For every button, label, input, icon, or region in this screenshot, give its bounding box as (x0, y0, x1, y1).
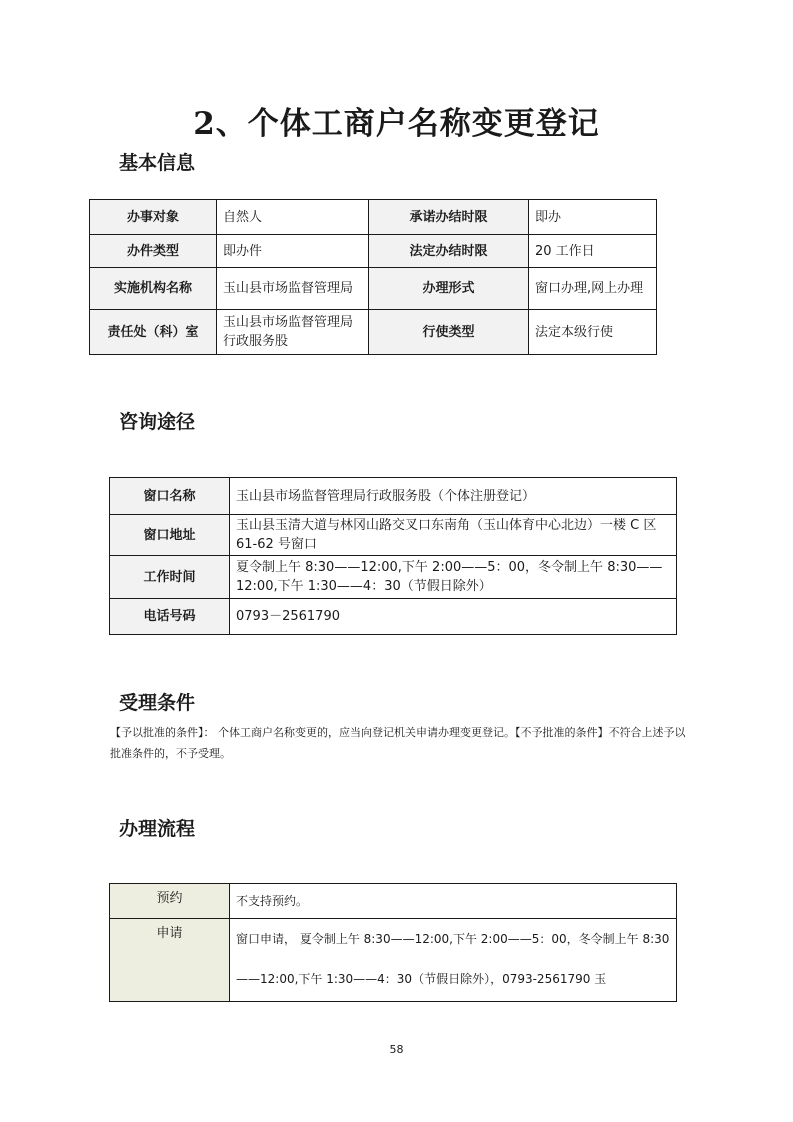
value-cell: 20 工作日 (529, 235, 657, 268)
label-cell: 法定办结时限 (369, 235, 529, 268)
table-row (90, 235, 657, 268)
acceptance-conditions-text: 【予以批准的条件】： 个体工商户名称变更的，应当向登记机关申请办理变更登记。【不予批准的条件】不符合上述予以批准条件的，不予受理。 (110, 726, 686, 760)
value-cell: 法定本级行使 (529, 310, 657, 355)
table-row (110, 919, 677, 1002)
process-table (109, 883, 677, 1002)
section-heading-consult: 咨询途径 (119, 411, 196, 433)
page-number: 58 (389, 1043, 404, 1056)
label-cell: 责任处（科）室 (90, 310, 217, 355)
table-row (90, 310, 657, 355)
section-heading-basic-info: 基本信息 (119, 152, 196, 174)
label-cell: 预约 (110, 884, 230, 919)
table-row (110, 556, 677, 599)
basic-info-table (89, 199, 657, 355)
label-cell: 承诺办结时限 (369, 200, 529, 235)
label-cell: 行使类型 (369, 310, 529, 355)
value-cell: 玉山县市场监督管理局行政服务股 (217, 310, 369, 355)
label-cell: 窗口名称 (110, 478, 230, 515)
page-title: 2、个体工商户名称变更登记 (193, 106, 600, 142)
value-cell: 窗口办理,网上办理 (529, 268, 657, 310)
section-heading-process: 办理流程 (119, 818, 196, 840)
value-cell: 窗口申请， 夏令制上午 8:30——12:00,下午 2:00——5：00，冬令制上午 8:30——12:00,下午 1:30——4：30（节假日除外），0793-2561790 玉 (230, 919, 677, 1002)
value-cell: 夏令制上午 8:30——12:00,下午 2:00——5：00，冬令制上午 8:30——12:00,下午 1:30——4：30（节假日除外） (230, 556, 677, 599)
section-heading-acceptance: 受理条件 (119, 692, 196, 714)
table-row (110, 478, 677, 515)
label-cell: 电话号码 (110, 599, 230, 635)
label-cell: 办事对象 (90, 200, 217, 235)
label-cell: 窗口地址 (110, 515, 230, 556)
value-cell: 自然人 (217, 200, 369, 235)
value-cell: 玉山县市场监督管理局行政服务股（个体注册登记） (230, 478, 677, 515)
label-cell: 办件类型 (90, 235, 217, 268)
value-cell: 玉山县玉清大道与林冈山路交叉口东南角（玉山体育中心北边）一楼 C 区 61-62 号窗口 (230, 515, 677, 556)
value-cell: 即办件 (217, 235, 369, 268)
label-cell: 申请 (110, 919, 230, 1002)
label-cell: 工作时间 (110, 556, 230, 599)
table-row (110, 884, 677, 919)
label-cell: 实施机构名称 (90, 268, 217, 310)
value-cell: 不支持预约。 (230, 884, 677, 919)
value-cell: 即办 (529, 200, 657, 235)
consult-table (109, 477, 677, 635)
label-cell: 办理形式 (369, 268, 529, 310)
table-row (110, 515, 677, 556)
value-cell: 玉山县市场监督管理局 (217, 268, 369, 310)
table-row (90, 200, 657, 235)
value-cell: 0793－2561790 (230, 599, 677, 635)
table-row (110, 599, 677, 635)
table-row (90, 268, 657, 310)
